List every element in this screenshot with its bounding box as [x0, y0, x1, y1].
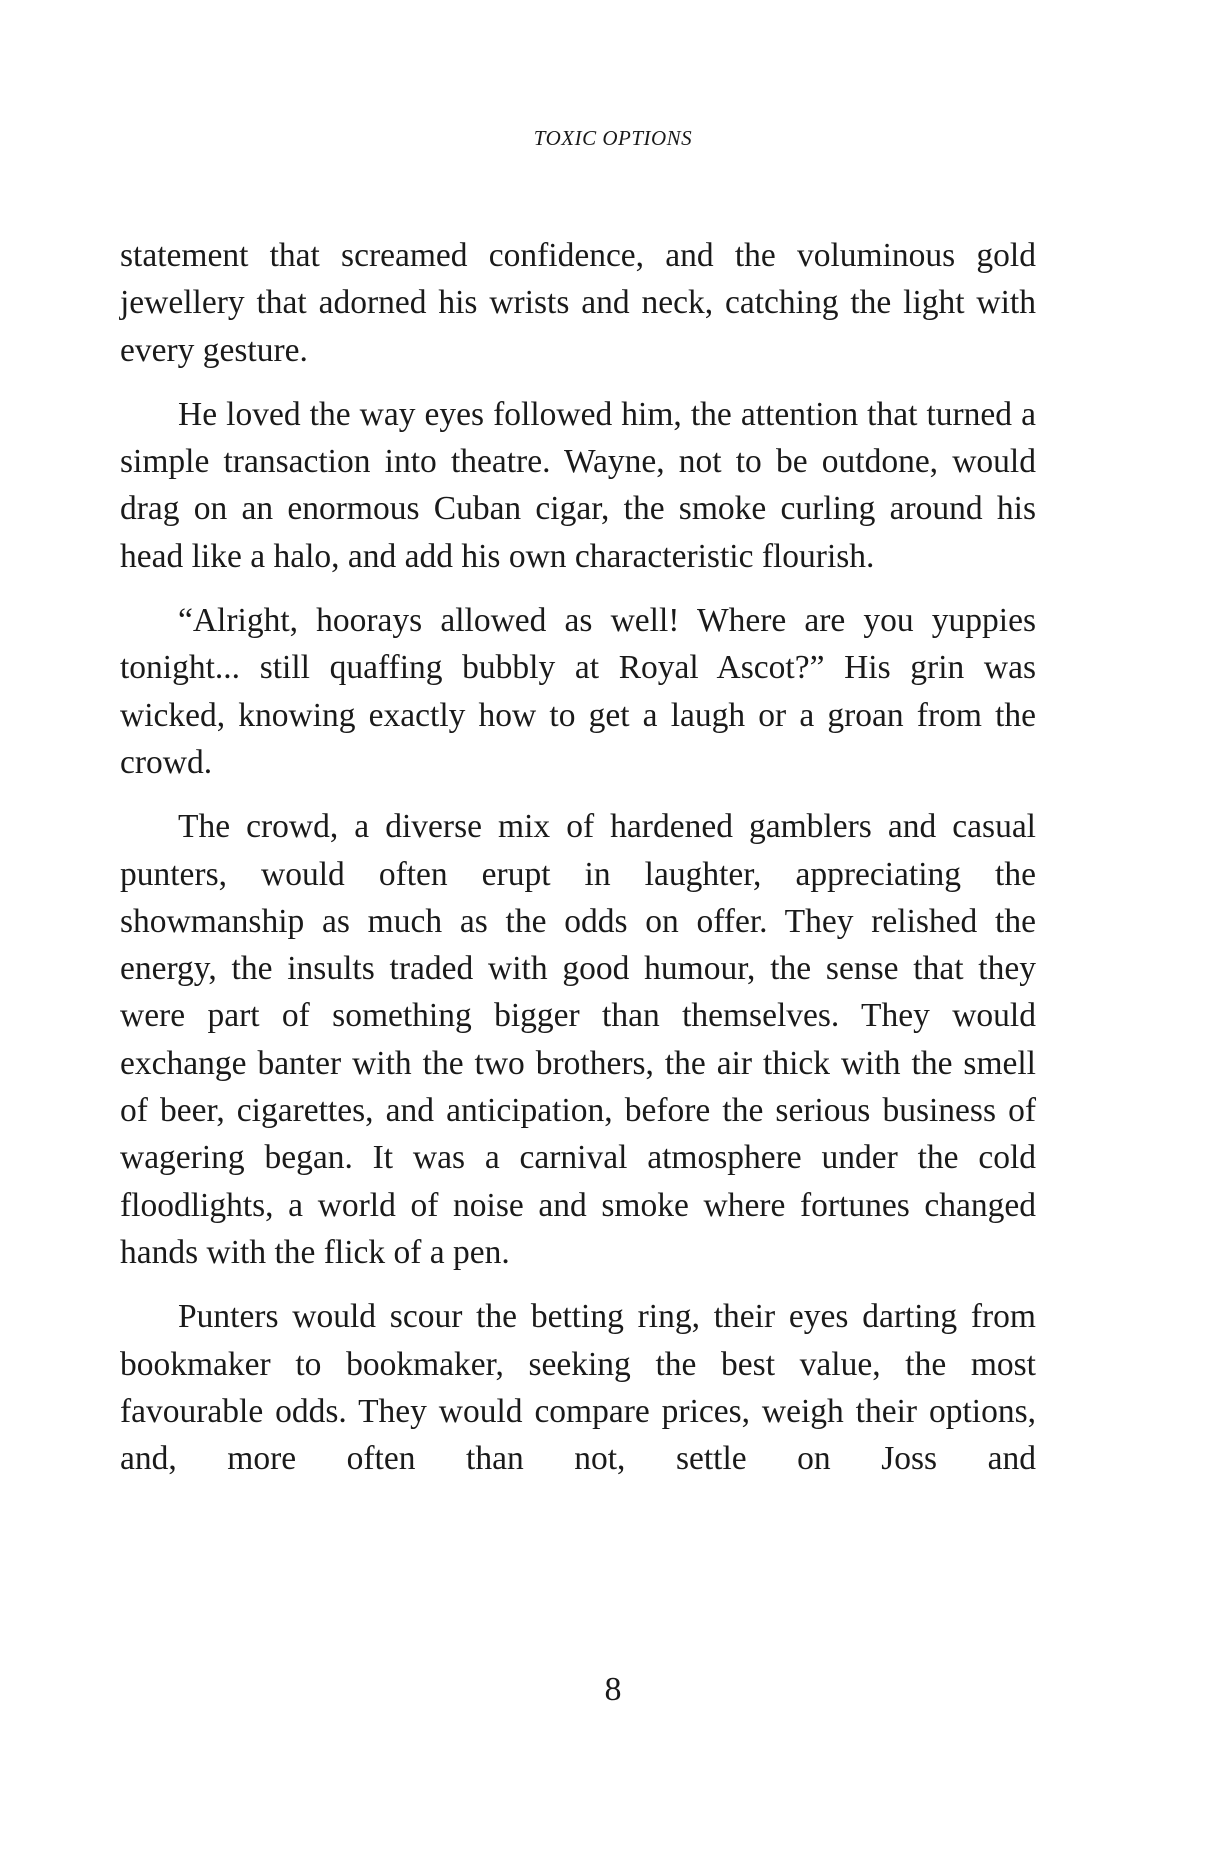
paragraph: The crowd, a diverse mix of hardened gamblers and casual punters, would often erupt in laughter, appreciating the showmanship as much as the odds on offer. They relished the energy, the insults traded with good humour, the sense that they were part of something bigger than themselves. They would exchange banter with the two brothers, the air thick with the smell of beer, cigarettes, and anticipation, before the serious business of wagering began. It was a carnival atmosphere under the cold floodlights, a world of noise and smoke where fortunes changed hands with the flick of a pen.	[120, 808, 1036, 1271]
paragraph: He loved the way eyes followed him, the attention that turned a simple transaction into theatre. Wayne, not to be outdone, would drag on an enormous Cuban cigar, the smoke curling around his head like a halo, and add his own characteristic flourish.	[120, 395, 1036, 575]
body-text	[120, 232, 1036, 1499]
running-header: TOXIC OPTIONS	[533, 126, 693, 150]
paragraph: “Alright, hoorays allowed as well! Where are you yuppies tonight... still quaffing bubbly at Royal Ascot?” His grin was wicked, knowing exactly how to get a laugh or a groan from the crowd.	[120, 602, 1036, 781]
paragraph: Punters would scour the betting ring, their eyes darting from bookmaker to bookmaker, seeking the best value, the most favourable odds. They would compare prices, weigh their options, and, more often than not, settle on Joss and	[120, 1298, 1036, 1478]
paragraph: statement that screamed confidence, and the voluminous gold jewellery that adorned his wrists and neck, catching the light with every gesture.	[120, 237, 1036, 369]
page-number: 8	[604, 1671, 622, 1708]
